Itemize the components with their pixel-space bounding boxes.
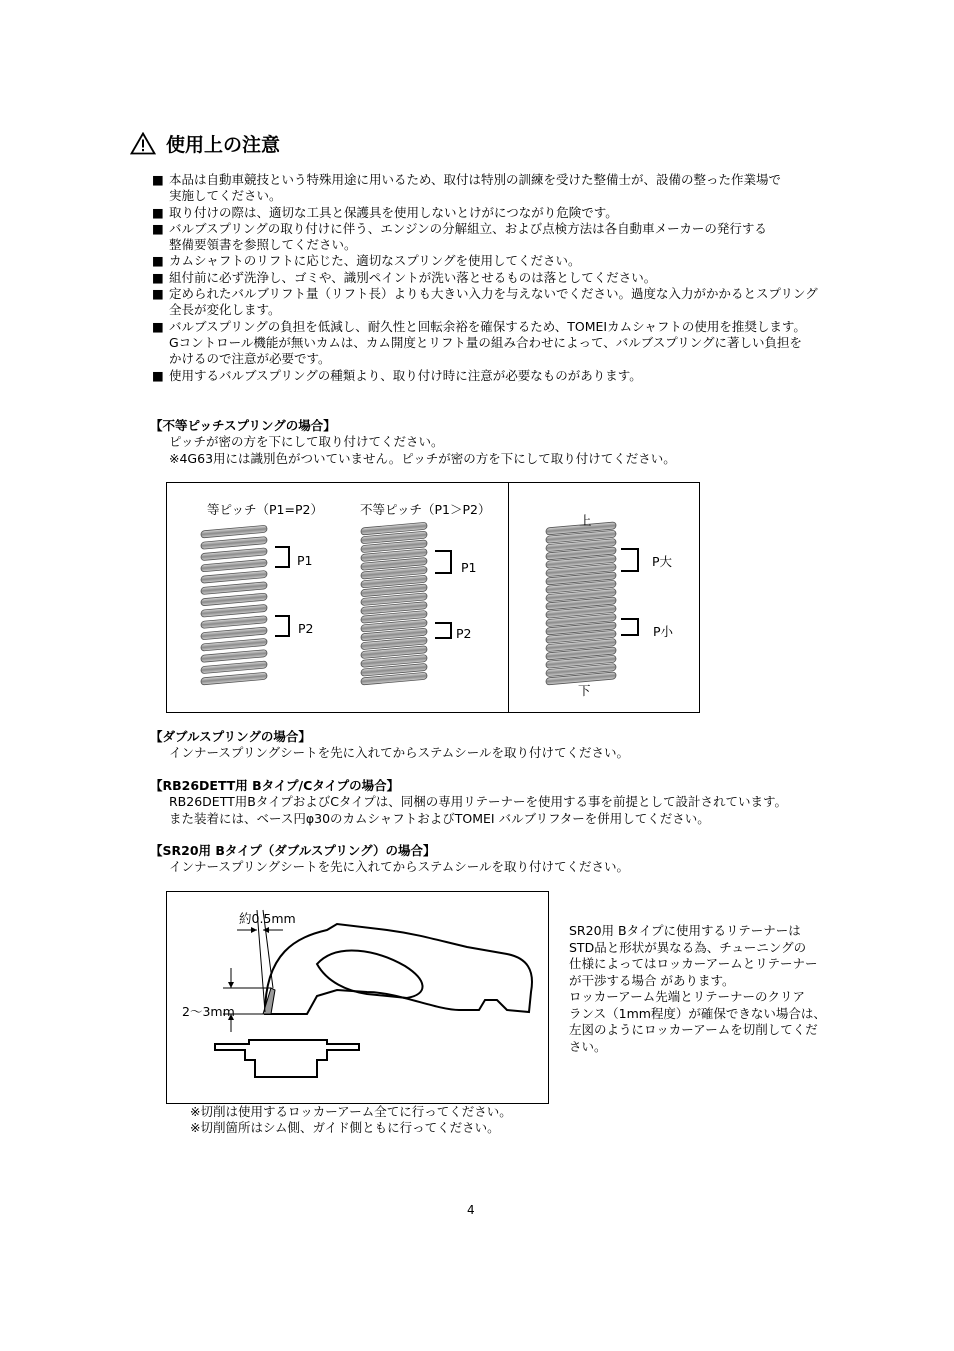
spring-coil <box>201 650 267 663</box>
section-body: RB26DETT用BタイプおよびCタイプは、同梱の専用リテーナーを使用する事を前提として設計されています。 また装着には、ベース円φ30のカムシャフトおよびTOMEI バルブリフターを併用してください。 <box>169 794 788 826</box>
spring-coil <box>201 582 267 595</box>
footnotes <box>190 1104 690 1137</box>
list-item-text: バルブスプリングの取り付けに伴う、エンジンの分解組立、および点検方法は各自動車メーカーの発行する 整備要領書を参照してください。 <box>169 220 767 253</box>
list-item <box>152 172 852 205</box>
spring-coil <box>201 604 267 617</box>
bracket-p-small <box>621 619 638 635</box>
section-double-spring <box>150 729 850 762</box>
bullet-mark: ■ <box>152 318 164 334</box>
label-p-large: P大 <box>652 554 673 569</box>
list-item-text: 組付前に必ず洗浄し、ゴミや、識別ペイントが洗い落とせるものは落としてください。 <box>169 269 657 285</box>
retainer-outline <box>215 1040 359 1077</box>
section-body: インナースプリングシートを先に入れてからステムシールを取り付けてください。 <box>169 859 630 875</box>
spring-coil <box>201 661 267 674</box>
bullet-mark: ■ <box>152 286 164 302</box>
caution-list <box>152 172 852 384</box>
section-body: ピッチが密の方を下にして取り付けてください。 ※4G63用には識別色がついていません。ピッチが密の方を下にして取り付けてください。 <box>169 434 676 466</box>
list-item-text: カムシャフトのリフトに応じた、適切なスプリングを使用してください。 <box>169 253 581 269</box>
section-rb26 <box>150 778 850 827</box>
side-note: SR20用 Bタイプに使用するリテーナーは STD品と形状が異なる為、チューニングの 仕様によってはロッカーアームとリテーナー が干渉する場合 があります。 ロッカーアーム先端とリテーナーのクリア ランス（1mm程度）が確保できない場合は、 左図のようにロッカーアームを切削してくだ さい。 <box>569 923 826 1054</box>
section-heading: 【RB26DETT用 Bタイプ/Cタイプの場合】 <box>150 778 400 793</box>
section-heading: 【ダブルスプリングの場合】 <box>150 729 311 744</box>
unequal-pitch-title: 不等ピッチ（P1＞P2） <box>360 502 491 517</box>
rocker-arm-drawing <box>167 892 548 1103</box>
section-unequal-pitch <box>150 418 850 467</box>
label-p2-equal: P2 <box>298 621 314 636</box>
spring-coil <box>201 559 267 572</box>
spring-coil <box>201 672 267 685</box>
section-sr20 <box>150 843 850 876</box>
list-item <box>152 221 852 254</box>
list-item <box>152 270 852 286</box>
list-item-text: バルブスプリングの負担を低減し、耐久性と回転余裕を確保するため、TOMEIカムシャフトの使用を推奨します。 Gコントロール機能が無いカムは、カム開度とリフト量の組み合わせによって、バルブスプリングに著しい負担を かけるので注意が必要です。 <box>169 318 806 367</box>
spring-coil <box>201 616 267 629</box>
footnote: ※切削箇所はシム側、ガイド側ともに行ってください。 <box>190 1120 500 1136</box>
footnote: ※切削は使用するロッカーアーム全てに行ってください。 <box>190 1104 512 1119</box>
label-p1-unequal: P1 <box>461 560 477 575</box>
label-top: 上 <box>579 513 592 528</box>
label-05mm: 約0.5mm <box>239 911 296 926</box>
bullet-mark: ■ <box>152 367 164 383</box>
bullet-mark: ■ <box>152 253 164 269</box>
bracket-p1-unequal <box>435 551 451 573</box>
page-title-text: 使用上の注意 <box>166 134 281 156</box>
bracket-p1-equal <box>275 547 289 567</box>
label-2-3mm: 2～3mm <box>182 1004 235 1019</box>
spring-coil <box>201 570 267 583</box>
list-item <box>152 319 852 368</box>
bullet-mark: ■ <box>152 172 164 187</box>
list-item <box>152 368 852 384</box>
spring-coil <box>201 627 267 640</box>
spring-coil <box>201 638 267 651</box>
label-p1-equal: P1 <box>297 553 313 568</box>
list-item-text: 本品は自動車競技という特殊用途に用いるため、取付は特別の訓練を受けた整備士が、設備の整った作業場で 実施してください。 <box>169 172 782 204</box>
spring-unequal-pitch <box>361 522 427 685</box>
bullet-mark: ■ <box>152 269 164 285</box>
spring-equal-pitch <box>201 525 267 685</box>
list-item <box>152 205 852 221</box>
arrow-head <box>228 982 234 988</box>
section-heading: 【SR20用 Bタイプ（ダブルスプリング）の場合】 <box>150 843 436 858</box>
bracket-p2-equal <box>275 616 289 636</box>
label-p2-unequal: P2 <box>456 626 472 641</box>
list-item-text: 使用するバルブスプリングの種類より、取り付け時に注意が必要なものがあります。 <box>169 367 642 383</box>
section-heading: 【不等ピッチスプリングの場合】 <box>150 418 336 433</box>
page-number: 4 <box>467 1203 475 1217</box>
spring-coil <box>201 537 267 550</box>
rocker-arm-outline <box>265 924 532 1014</box>
label-bottom: 下 <box>578 683 591 698</box>
spring-example <box>546 522 616 685</box>
bullet-mark: ■ <box>152 204 164 220</box>
spring-coil <box>201 525 267 538</box>
spring-diagram <box>166 482 700 713</box>
section-body: インナースプリングシートを先に入れてからステムシールを取り付けてください。 <box>169 745 630 761</box>
list-item-text: 取り付けの際は、適切な工具と保護具を使用しないとけがにつながり危険です。 <box>169 204 618 220</box>
equal-pitch-title: 等ピッチ（P1=P2） <box>207 502 323 517</box>
rocker-arm-diagram <box>166 891 549 1104</box>
list-item-text: 定められたバルブリフト量（リフト長）よりも大きい入力を与えないでください。過度な入力がかかるとスプリング 全長が変化します。 <box>169 286 818 318</box>
bracket-p-large <box>621 549 638 571</box>
label-p-small: P小 <box>653 624 674 639</box>
spring-coil <box>201 593 267 606</box>
arrow-head <box>251 927 257 933</box>
list-item <box>152 253 852 269</box>
bullet-mark: ■ <box>152 220 164 236</box>
warning-icon <box>130 132 156 155</box>
spring-coil <box>201 548 267 561</box>
bracket-p2-unequal <box>435 623 451 638</box>
page-title <box>130 130 280 157</box>
list-item <box>152 286 852 319</box>
